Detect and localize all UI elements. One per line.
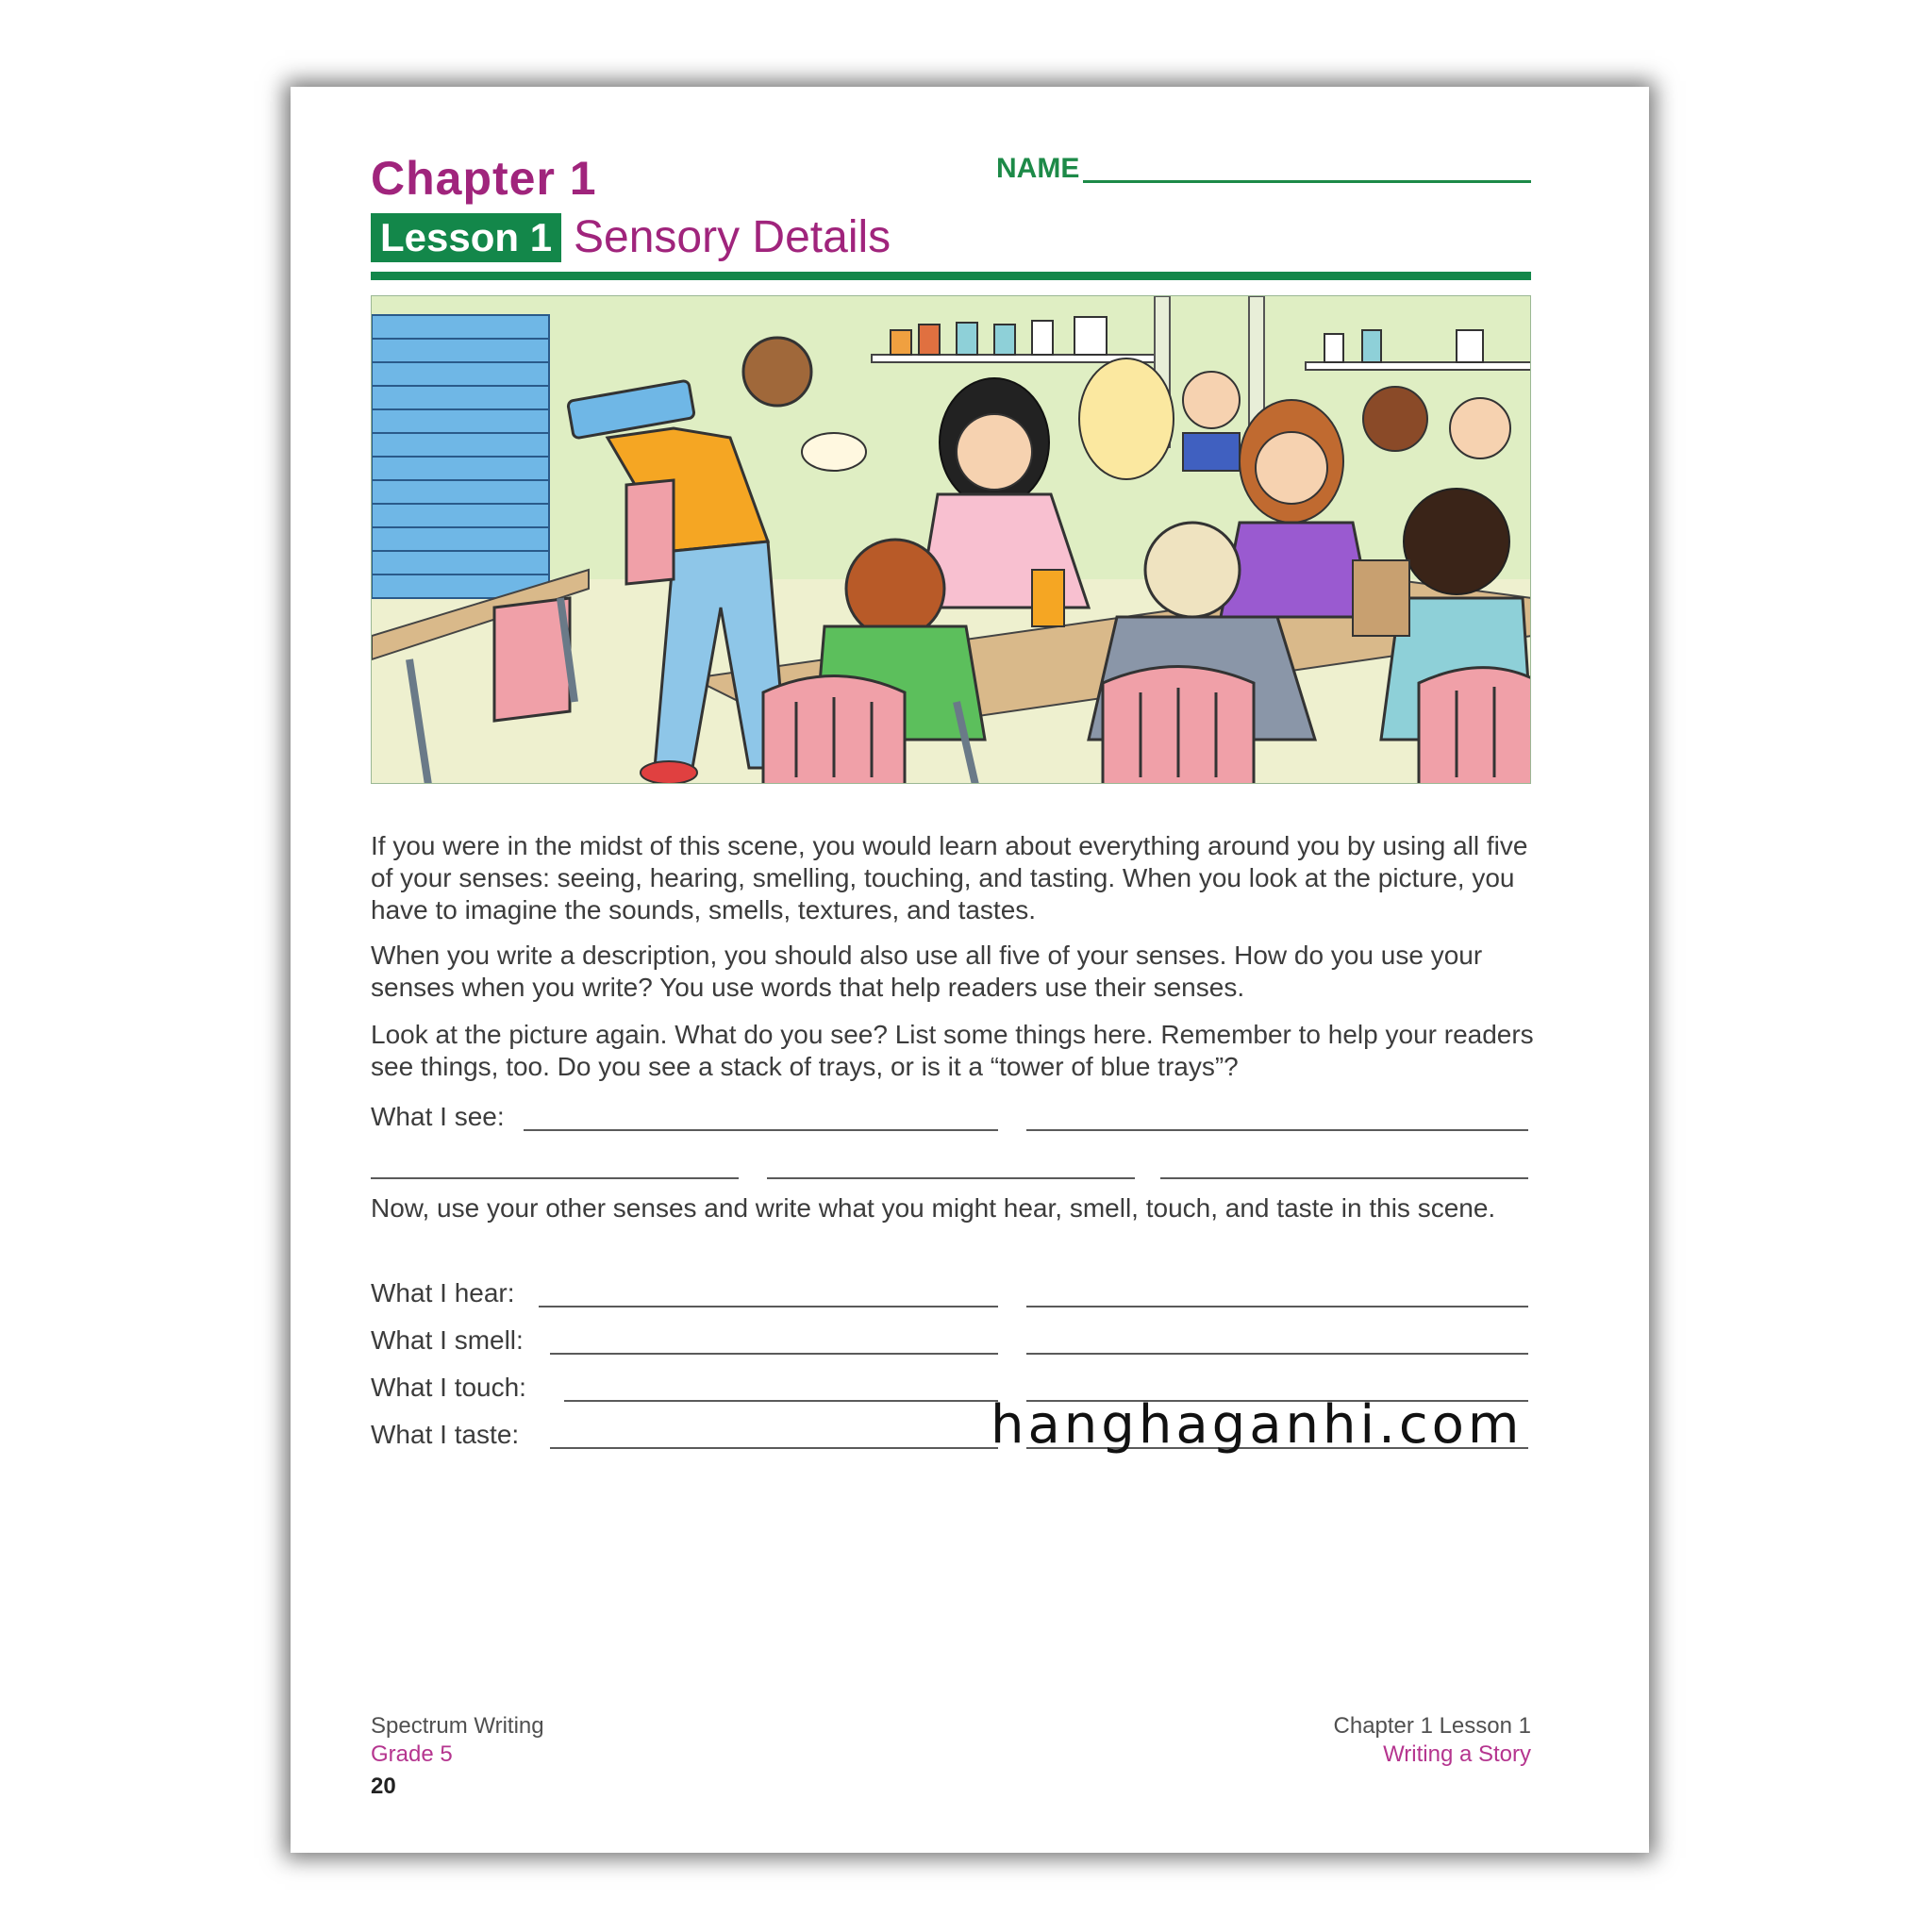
smell-answer-line-1[interactable]	[550, 1353, 998, 1355]
footer-book-title: Spectrum Writing	[371, 1713, 544, 1739]
taste-answer-line-1[interactable]	[550, 1447, 998, 1449]
touch-answer-line-1[interactable]	[564, 1400, 998, 1402]
footer-unit-title: Writing a Story	[1383, 1741, 1531, 1767]
smell-label: What I smell:	[371, 1325, 524, 1355]
see-answer-line-4[interactable]	[767, 1177, 1135, 1179]
touch-label: What I touch:	[371, 1373, 526, 1402]
header-rule	[371, 272, 1531, 280]
hear-answer-line-1[interactable]	[539, 1306, 998, 1307]
taste-label: What I taste:	[371, 1420, 520, 1449]
lesson-badge: Lesson 1	[371, 213, 561, 262]
hear-answer-line-2[interactable]	[1026, 1306, 1528, 1307]
other-senses-instructions: Now, use your other senses and write what you might hear, smell, touch, and taste in this scene.	[371, 1193, 1496, 1223]
chapter-title: Chapter 1	[371, 152, 597, 205]
see-answer-line-2[interactable]	[1026, 1129, 1528, 1131]
description-paragraph: When you write a description, you should also use all five of your senses. How do you use your senses when you write? You use words that help readers use their senses.	[371, 941, 1483, 1002]
hear-label: What I hear:	[371, 1278, 515, 1307]
name-field[interactable]	[1083, 180, 1531, 183]
worksheet-page	[291, 87, 1649, 1853]
see-answer-line-3[interactable]	[371, 1177, 739, 1179]
intro-paragraph: If you were in the midst of this scene, you would learn about everything around you by using all five of your senses: seeing, hearing, smelling, touching, and tasting. When you look at the picture, you have to imagine the sounds, smells, textures, and tastes.	[371, 831, 1528, 924]
footer-chapter-lesson: Chapter 1 Lesson 1	[1333, 1713, 1531, 1739]
footer-grade: Grade 5	[371, 1741, 453, 1767]
see-label: What I see:	[371, 1102, 505, 1131]
page-number: 20	[371, 1774, 396, 1799]
see-instructions: Look at the picture again. What do you see? List some things here. Remember to help your readers see things, too. Do you see a stack of trays, or is it a “tower of blue trays”?	[371, 1020, 1534, 1081]
cafeteria-illustration	[371, 295, 1531, 784]
lesson-title: Sensory Details	[574, 212, 891, 262]
see-answer-line-1[interactable]	[524, 1129, 998, 1131]
smell-answer-line-2[interactable]	[1026, 1353, 1528, 1355]
see-answer-line-5[interactable]	[1160, 1177, 1528, 1179]
name-label: NAME	[996, 153, 1080, 184]
watermark-text: hanghaganhi.com	[991, 1394, 1524, 1456]
